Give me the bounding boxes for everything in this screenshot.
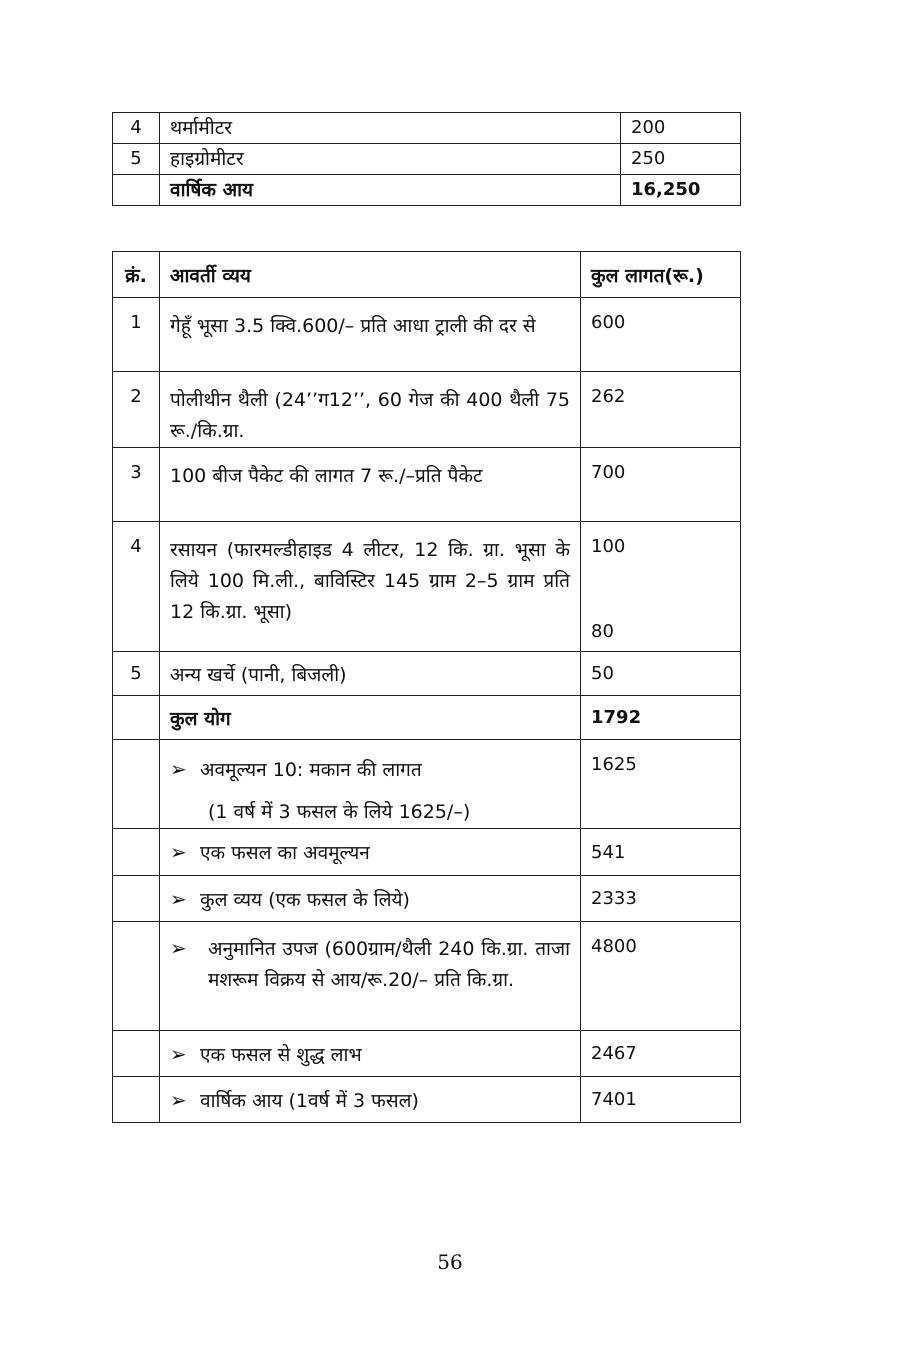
item-cell: पोलीथीन थैली (24’’ग12’’, 60 गेज की 400 थैली 75 रू./कि.ग्रा. (160, 372, 581, 448)
item-text: कुल व्यय (एक फसल के लिये) (200, 888, 410, 911)
header-serial: क्रं. (113, 252, 160, 298)
row-number: 5 (113, 144, 160, 175)
table-row-total (113, 696, 741, 740)
value-cell: 16,250 (621, 175, 741, 206)
item-text: एक फसल से शुद्ध लाभ (200, 1043, 362, 1066)
row-number: 2 (113, 372, 160, 448)
item-cell: 100 बीज पैकेट की लागत 7 रू./–प्रति पैकेट (160, 448, 581, 522)
item-cell (160, 1077, 581, 1123)
arrow-bullet-icon: ➢ (170, 1041, 187, 1066)
table-row (113, 876, 741, 922)
table-row-total (113, 175, 741, 206)
table-row (113, 144, 741, 175)
row-number: 1 (113, 298, 160, 372)
recurring-expense-table (112, 251, 741, 1123)
item-cell: हाइग्रोमीटर (160, 144, 621, 175)
cost-cell: 541 (581, 829, 741, 876)
item-cell (160, 1031, 581, 1077)
item-cell: थर्मामीटर (160, 113, 621, 144)
cost-cell: 262 (581, 372, 741, 448)
item-cell (160, 829, 581, 876)
cost-cell: 4800 (581, 922, 741, 1031)
item-cell: वार्षिक आय (160, 175, 621, 206)
arrow-bullet-icon: ➢ (170, 757, 187, 781)
row-number: 5 (113, 652, 160, 696)
table-row (113, 298, 741, 372)
cost-cell: 7401 (581, 1077, 741, 1123)
arrow-bullet-icon: ➢ (170, 840, 187, 864)
table-row (113, 1077, 741, 1123)
top-table (112, 112, 741, 206)
row-number (113, 696, 160, 740)
cost-value: 100 (591, 536, 626, 557)
table-row (113, 1031, 741, 1077)
value-cell: 250 (621, 144, 741, 175)
table-row (113, 113, 741, 144)
item-cell (160, 922, 581, 1031)
table-row (113, 922, 741, 1031)
cost-cell (581, 522, 741, 652)
item-cell: रसायन (फारमल्डीहाइड 4 लीटर, 12 कि. ग्रा. भूसा के लिये 100 मि.ली., बाविस्टिर 145 ग्राम 2–5 ग्राम प्रति 12 कि.ग्रा. भूसा) (160, 522, 581, 652)
cost-cell: 600 (581, 298, 741, 372)
cost-cell: 1792 (581, 696, 741, 740)
table-header-row (113, 252, 741, 298)
empty-cell (113, 876, 160, 922)
item-subtext: (1 वर्ष में 3 फसल के लिये 1625/–) (208, 801, 471, 823)
row-number: 4 (113, 522, 160, 652)
table-row (113, 372, 741, 448)
table-row (113, 448, 741, 522)
item-cell (160, 876, 581, 922)
item-cell: अन्य खर्चे (पानी, बिजली) (160, 652, 581, 696)
arrow-bullet-icon: ➢ (170, 886, 187, 911)
cost-cell: 50 (581, 652, 741, 696)
item-text: अवमूल्यन 10: मकान की लागत (200, 759, 422, 781)
header-cost: कुल लागत(रू.) (581, 252, 741, 298)
empty-cell (113, 829, 160, 876)
cost-cell: 2333 (581, 876, 741, 922)
item-text: एक फसल का अवमूल्यन (200, 842, 370, 864)
item-cell (160, 740, 581, 829)
cost-value-2: 80 (591, 621, 614, 642)
empty-cell (113, 922, 160, 1031)
value-cell: 200 (621, 113, 741, 144)
row-number: 3 (113, 448, 160, 522)
cost-cell: 700 (581, 448, 741, 522)
arrow-bullet-icon: ➢ (170, 1087, 187, 1112)
page-number: 56 (437, 1250, 463, 1274)
item-text: वार्षिक आय (1वर्ष में 3 फसल) (200, 1089, 419, 1112)
cost-cell: 1625 (581, 740, 741, 829)
item-cell: कुल योग (160, 696, 581, 740)
table-row (113, 522, 741, 652)
table-row (113, 740, 741, 829)
table-row (113, 829, 741, 876)
row-number: 4 (113, 113, 160, 144)
row-number (113, 175, 160, 206)
cost-cell: 2467 (581, 1031, 741, 1077)
arrow-bullet-icon: ➢ (170, 936, 187, 960)
item-text: अनुमानित उपज (600ग्राम/थैली 240 कि.ग्रा. ताजा मशरूम विक्रय से आय/रू.20/– प्रति कि.ग्रा. (208, 938, 570, 991)
item-cell: गेहूँ भूसा 3.5 क्वि.600/– प्रति आधा ट्राली की दर से (160, 298, 581, 372)
header-item: आवर्ती व्यय (160, 252, 581, 298)
empty-cell (113, 1031, 160, 1077)
empty-cell (113, 740, 160, 829)
empty-cell (113, 1077, 160, 1123)
table-row (113, 652, 741, 696)
